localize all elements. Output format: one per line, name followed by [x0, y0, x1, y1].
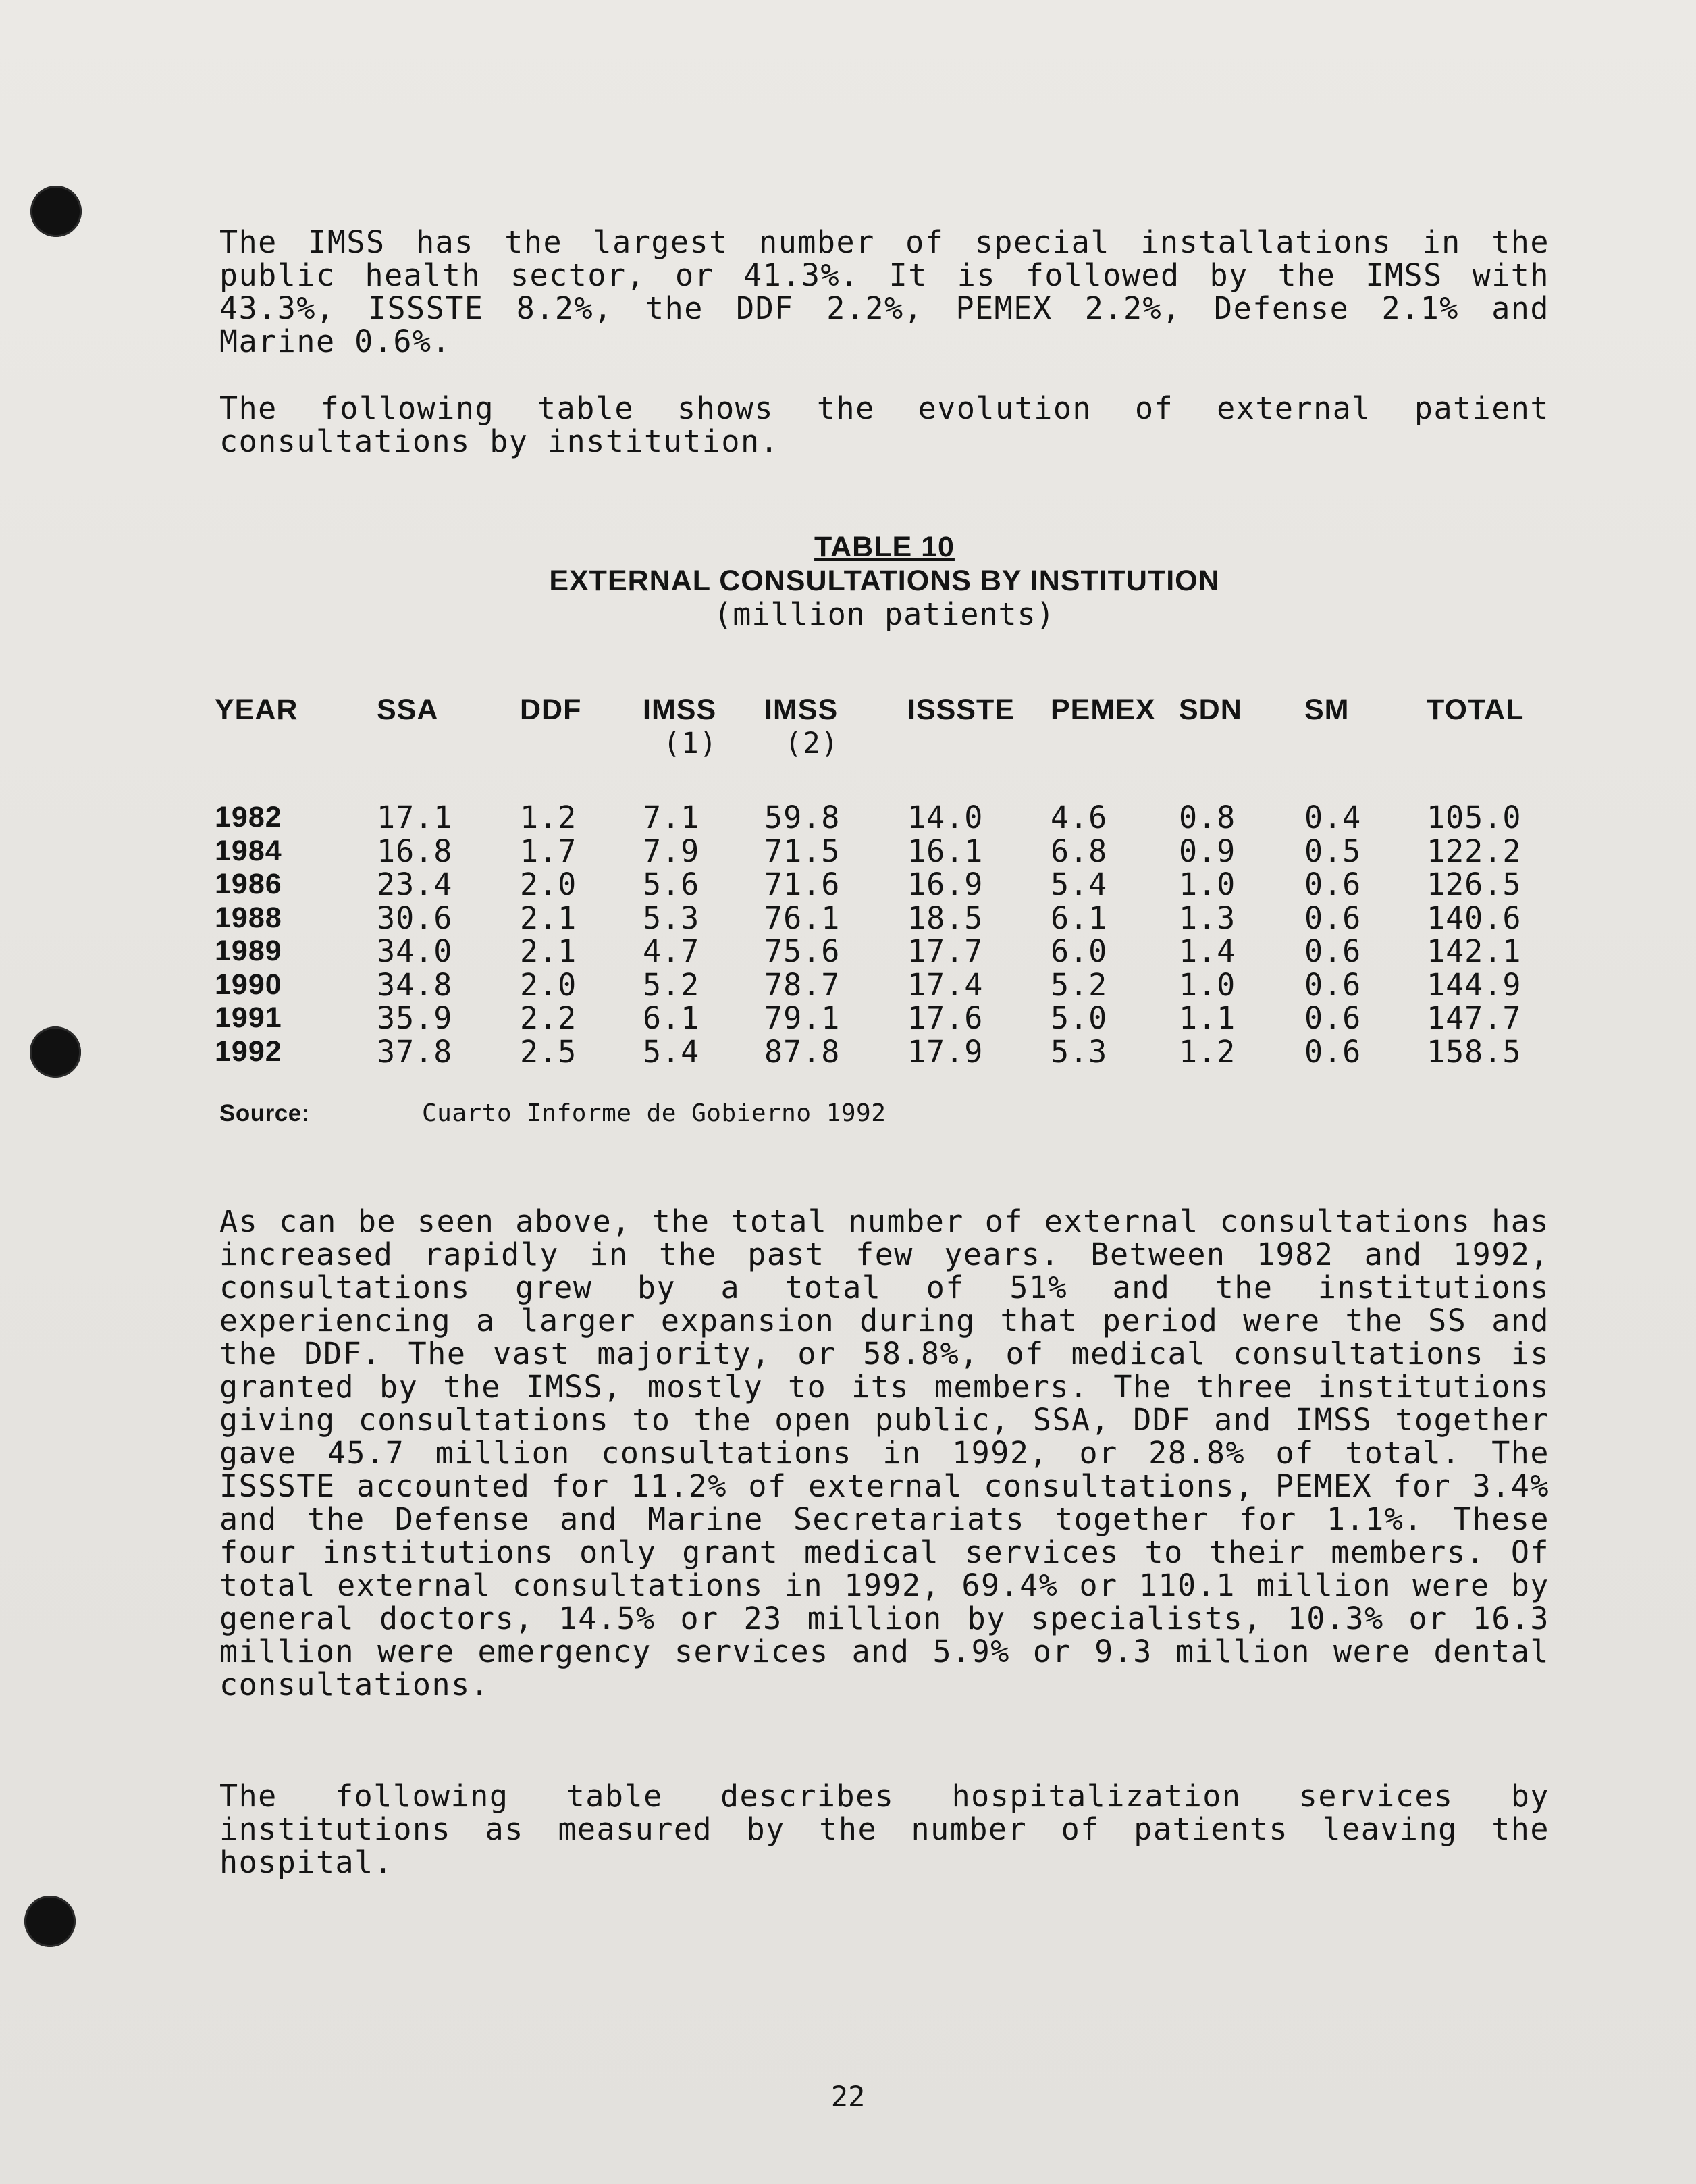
- table-cell: 71.5: [764, 833, 841, 869]
- table-cell: 1.0: [1179, 966, 1236, 1003]
- row-year: 1992: [215, 1035, 282, 1068]
- paragraph-hospitalization-intro: The following table describes hospitalization services by institutions as measured by the number of patients leaving the hospital.: [219, 1778, 1549, 1880]
- table-cell: 17.9: [907, 1033, 984, 1070]
- table-cell: 2.1: [520, 900, 577, 936]
- table-cell: 0.9: [1179, 833, 1236, 869]
- table-cell: 1.0: [1179, 866, 1236, 902]
- table-cell: 17.4: [907, 966, 984, 1003]
- column-header: PEMEX: [1051, 694, 1156, 726]
- punch-hole-bottom: [24, 1896, 76, 1947]
- table-cell: 0.6: [1304, 1000, 1362, 1036]
- table-cell: 18.5: [907, 900, 984, 936]
- table-row: [215, 935, 1555, 968]
- table-cell: 5.3: [1051, 1033, 1108, 1070]
- table-cell: 14.0: [907, 800, 984, 835]
- row-year: 1991: [215, 1002, 282, 1034]
- paragraph-table-intro: The following table shows the evolution of external patient consultations by institution.: [219, 390, 1549, 459]
- table-cell: 105.0: [1427, 800, 1522, 835]
- table-cell: 5.0: [1051, 1000, 1108, 1036]
- column-header: SDN: [1179, 694, 1242, 726]
- table-row: [215, 902, 1555, 935]
- table-cell: 35.9: [377, 1000, 453, 1036]
- table-cell: 16.8: [377, 833, 453, 869]
- consultations-table: [215, 693, 1555, 1068]
- table-cell: 0.6: [1304, 933, 1362, 969]
- table-cell: 5.3: [643, 900, 700, 936]
- table-cell: 6.1: [1051, 900, 1108, 936]
- table-cell: 59.8: [764, 800, 841, 835]
- column-header: DDF: [520, 694, 582, 726]
- table-cell: 1.1: [1179, 1000, 1236, 1036]
- table-cell: 2.1: [520, 933, 577, 969]
- table-cell: 78.7: [764, 966, 841, 1003]
- table-cell: 5.4: [1051, 866, 1108, 902]
- table-cell: 76.1: [764, 900, 841, 936]
- table-cell: 4.6: [1051, 800, 1108, 835]
- table-source: [219, 1099, 886, 1127]
- table-cell: 5.2: [643, 966, 700, 1003]
- table-cell: 126.5: [1427, 866, 1522, 902]
- table-row: [215, 1035, 1555, 1069]
- row-year: 1986: [215, 868, 282, 900]
- table-cell: 37.8: [377, 1033, 453, 1070]
- table-cell: 5.4: [643, 1033, 700, 1070]
- header-spacer: [215, 760, 1555, 801]
- table-cell: 2.0: [520, 966, 577, 1003]
- table-cell: 75.6: [764, 933, 841, 969]
- table-cell: 6.0: [1051, 933, 1108, 969]
- row-year: 1984: [215, 834, 282, 867]
- column-header: SSA: [377, 694, 439, 726]
- table-cell: 6.8: [1051, 833, 1108, 869]
- table-cell: 1.2: [1179, 1033, 1236, 1070]
- table-cell: 0.6: [1304, 1033, 1362, 1070]
- punch-hole-top: [30, 186, 82, 237]
- table-cell: 34.8: [377, 966, 453, 1003]
- paragraph-installations: The IMSS has the largest number of special installations in the public health sector, or 41.3%. It is followed by the IMSS with 43.3%, ISSSTE 8.2%, the DDF 2.2%, PEMEX 2.2%, Defense 2.1% and Marine 0.6%.: [219, 224, 1549, 359]
- table-cell: 147.7: [1427, 1000, 1522, 1036]
- table-cell: 1.4: [1179, 933, 1236, 969]
- column-header: IMSS (2): [764, 694, 839, 760]
- table-cell: 122.2: [1427, 833, 1522, 869]
- table-cell: 0.6: [1304, 900, 1362, 936]
- table-row: [215, 835, 1555, 868]
- table-cell: 0.6: [1304, 866, 1362, 902]
- table-cell: 7.1: [643, 800, 700, 835]
- table-cell: 1.2: [520, 800, 577, 835]
- table-cell: 0.5: [1304, 833, 1362, 869]
- table-cell: 0.8: [1179, 800, 1236, 835]
- table-cell: 5.6: [643, 866, 700, 902]
- punch-hole-middle: [30, 1026, 81, 1078]
- column-header: TOTAL: [1427, 694, 1525, 726]
- table-cell: 34.0: [377, 933, 453, 969]
- table-cell: 144.9: [1427, 966, 1522, 1003]
- source-text: Cuarto Informe de Gobierno 1992: [422, 1099, 886, 1127]
- column-header: YEAR: [215, 694, 298, 726]
- column-header: SM: [1304, 694, 1350, 726]
- row-year: 1990: [215, 968, 282, 1001]
- table-cell: 2.0: [520, 866, 577, 902]
- table-cell: 158.5: [1427, 1033, 1522, 1070]
- table-cell: 17.7: [907, 933, 984, 969]
- table-cell: 140.6: [1427, 900, 1522, 936]
- table-row: [215, 801, 1555, 835]
- table-cell: 142.1: [1427, 933, 1522, 969]
- paragraph-analysis: As can be seen above, the total number of external consultations has increased rapidly in the past few years. Between 1982 and 1992, consultations grew by a total of 51% and the institutions experiencing a larger expansion during that period were the SS and the DDF. The vast majority, or 58.8%, of medical consultations is granted by the IMSS, mostly to its members. The three institutions giving consultations to the open public, SSA, DDF and IMSS together gave 45.7 million consultations in 1992, or 28.8% of total. The ISSSTE accounted for 11.2% of external consultations, PEMEX for 3.4% and the Defense and Marine Secretariats together for 1.1%. These four institutions only grant medical services to their members. Of total external consultations in 1992, 69.4% or 110.1 million were by general doctors, 14.5% or 23 million by specialists, 10.3% or 16.3 million were emergency services and 5.9% or 9.3 million were dental consultations.: [219, 1203, 1549, 1702]
- table-cell: 71.6: [764, 866, 841, 902]
- table-row: [215, 968, 1555, 1002]
- table-cell: 16.9: [907, 866, 984, 902]
- row-year: 1988: [215, 901, 282, 934]
- bleed-through-text: [223, 192, 1546, 226]
- table-cell: 4.7: [643, 933, 700, 969]
- table-title: EXTERNAL CONSULTATIONS BY INSTITUTION: [549, 565, 1220, 597]
- table-cell: 16.1: [907, 833, 984, 869]
- table-cell: 2.5: [520, 1033, 577, 1070]
- table-cell: 79.1: [764, 1000, 841, 1036]
- table-row: [215, 868, 1555, 902]
- table-cell: 17.1: [377, 800, 453, 835]
- table-cell: 2.2: [520, 1000, 577, 1036]
- page-number: 22: [830, 2080, 866, 2113]
- table-cell: 17.6: [907, 1000, 984, 1036]
- row-year: 1982: [215, 801, 282, 833]
- table-header-row: [215, 693, 1555, 760]
- table-cell: 7.9: [643, 833, 700, 869]
- table-cell: 0.6: [1304, 966, 1362, 1003]
- table-cell: 23.4: [377, 866, 453, 902]
- table-cell: 6.1: [643, 1000, 700, 1036]
- table-cell: 30.6: [377, 900, 453, 936]
- table-cell: 1.3: [1179, 900, 1236, 936]
- table-number: TABLE 10: [814, 531, 955, 563]
- column-header: ISSSTE: [907, 694, 1015, 726]
- source-label: Source:: [219, 1100, 310, 1126]
- table-subtitle: (million patients): [714, 596, 1055, 632]
- row-year: 1989: [215, 935, 282, 967]
- table-cell: 1.7: [520, 833, 577, 869]
- table-cell: 0.4: [1304, 800, 1362, 835]
- table-cell: 87.8: [764, 1033, 841, 1070]
- table-cell: 5.2: [1051, 966, 1108, 1003]
- table-row: [215, 1002, 1555, 1035]
- column-header: IMSS (1): [643, 694, 718, 760]
